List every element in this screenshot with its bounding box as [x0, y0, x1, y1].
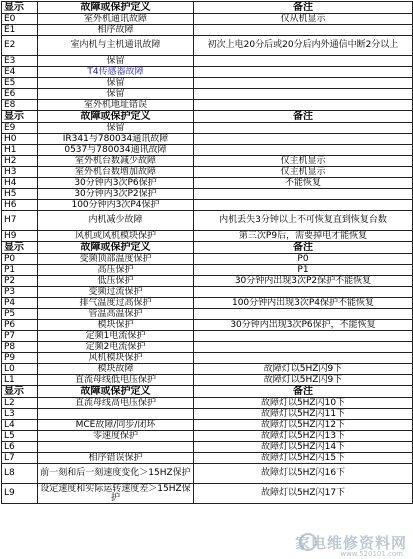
remark-cell: 30分钟内出现3次P6保护，不能恢复: [194, 320, 413, 331]
fault-code-cell: E6: [2, 89, 38, 100]
table-row: [2, 211, 413, 231]
fault-code-cell: P3: [2, 287, 38, 298]
table-row: [2, 231, 413, 242]
header-display: 显示: [2, 2, 38, 14]
fault-definition-cell: 低压保护: [38, 276, 194, 287]
fault-code-cell: L6: [2, 442, 38, 453]
table-row: [2, 189, 413, 200]
fault-definition-cell: 室外机通讯故障: [38, 14, 194, 25]
fault-code-cell: L4: [2, 420, 38, 431]
table-row: [2, 298, 413, 309]
fault-definition-cell: 变频顶部温度保护: [38, 254, 194, 265]
fault-definition-cell: 相序错误保护: [38, 453, 194, 464]
fault-definition-cell: [38, 442, 194, 453]
fault-code-cell: E1: [2, 25, 38, 36]
header-display: 显示: [2, 386, 38, 398]
table-row: [2, 134, 413, 145]
fault-code-table: [1, 1, 413, 504]
fault-code-cell: H5: [2, 189, 38, 200]
remark-cell: 故障灯以5HZ闪10下: [194, 398, 413, 409]
fault-definition-cell: IR341与780034通讯故障: [38, 134, 194, 145]
table-row: [2, 25, 413, 36]
remark-cell: P0: [194, 254, 413, 265]
fault-code-cell: H4: [2, 178, 38, 189]
fault-definition-cell: 相序故障: [38, 25, 194, 36]
fault-definition-cell: 100分钟内3次P4保护: [38, 200, 194, 211]
fault-definition-cell: MCE故障/同步/闭环: [38, 420, 194, 431]
table-row: [2, 331, 413, 342]
remark-cell: [194, 134, 413, 145]
table-row: [2, 276, 413, 287]
remark-cell: 仅从机显示: [194, 14, 413, 25]
remark-cell: 故障灯以5HZ闪9下: [194, 375, 413, 386]
table-header-row: [2, 386, 413, 398]
remark-cell: 故障灯以5HZ闪13下: [194, 431, 413, 442]
table-row: [2, 123, 413, 134]
table-row: [2, 67, 413, 78]
fault-code-cell: P8: [2, 342, 38, 353]
remark-cell: 故障灯以5HZ闪11下: [194, 409, 413, 420]
fault-definition-cell: 室外机台数减少故障: [38, 156, 194, 167]
table-row: [2, 156, 413, 167]
remark-cell: 故障灯以5HZ闪15下: [194, 453, 413, 464]
fault-code-cell: P1: [2, 265, 38, 276]
header-remark: 备注: [194, 242, 413, 254]
fault-code-cell: E0: [2, 14, 38, 25]
fault-definition-cell: 模块保护: [38, 320, 194, 331]
fault-code-cell: P7: [2, 331, 38, 342]
fault-definition-cell: 风机模块保护: [38, 353, 194, 364]
table-row: [2, 420, 413, 431]
table-row: [2, 309, 413, 320]
remark-cell: 第三次P9后，需要掉电才能恢复: [194, 231, 413, 242]
table-row: [2, 14, 413, 25]
table-row: [2, 464, 413, 484]
header-display: 显示: [2, 111, 38, 123]
fault-code-cell: L2: [2, 398, 38, 409]
remark-cell: [194, 353, 413, 364]
fault-code-cell: P5: [2, 309, 38, 320]
table-row: [2, 89, 413, 100]
fault-code-cell: H0: [2, 134, 38, 145]
remark-cell: 故障灯以5HZ闪16下: [194, 464, 413, 484]
header-definition: 故障或保护定义: [38, 242, 194, 254]
fault-code-cell: L3: [2, 409, 38, 420]
table-row: [2, 431, 413, 442]
fault-code-cell: E3: [2, 56, 38, 67]
table-row: [2, 398, 413, 409]
fault-code-cell: H2: [2, 156, 38, 167]
table-row: [2, 36, 413, 56]
fault-definition-cell: 直流母线低电压保护: [38, 375, 194, 386]
remark-cell: 仅主机显示: [194, 156, 413, 167]
remark-cell: [194, 78, 413, 89]
header-definition: 故障或保护定义: [38, 386, 194, 398]
fault-code-cell: P6: [2, 320, 38, 331]
fault-code-cell: P0: [2, 254, 38, 265]
fault-definition-cell: 零速度保护: [38, 431, 194, 442]
fault-definition-cell: 30分钟内3次P6保护: [38, 178, 194, 189]
remark-cell: 100分钟内出现3次P4保护不能恢复: [194, 298, 413, 309]
remark-cell: 故障灯以5HZ闪12下: [194, 420, 413, 431]
fault-code-cell: L9: [2, 484, 38, 504]
remark-cell: [194, 287, 413, 298]
fault-code-cell: H6: [2, 200, 38, 211]
watermark-text: 家电维修资料网: [294, 534, 407, 552]
table-row: [2, 353, 413, 364]
fault-code-cell: L5: [2, 431, 38, 442]
table-row: [2, 287, 413, 298]
table-header-row: [2, 2, 413, 14]
fault-definition-cell: 前一刻和后一刻速度变化＞15HZ保护: [38, 464, 194, 484]
fault-code-cell: H3: [2, 167, 38, 178]
fault-definition-cell: T4传感器故障: [38, 67, 194, 78]
table-row: [2, 145, 413, 156]
table-row: [2, 320, 413, 331]
fault-code-cell: H7: [2, 211, 38, 231]
fault-definition-cell: 高压保护: [38, 265, 194, 276]
table-row: [2, 409, 413, 420]
header-definition: 故障或保护定义: [38, 2, 194, 14]
remark-cell: 仅主机显示: [194, 167, 413, 178]
fault-code-cell: E8: [2, 100, 38, 111]
fault-definition-cell: 保留: [38, 123, 194, 134]
table-row: [2, 100, 413, 111]
remark-cell: 故障灯以5HZ闪17下: [194, 484, 413, 504]
fault-definition-cell: 30分钟内3次P2保护: [38, 189, 194, 200]
table-row: [2, 265, 413, 276]
fault-code-cell: E2: [2, 36, 38, 56]
table-row: [2, 375, 413, 386]
remark-cell: [194, 200, 413, 211]
fault-definition-cell: 保留: [38, 78, 194, 89]
remark-cell: [194, 25, 413, 36]
remark-cell: [194, 342, 413, 353]
remark-cell: [194, 123, 413, 134]
fault-definition-cell: 风机或风机模块保护: [38, 231, 194, 242]
remark-cell: [194, 145, 413, 156]
table-row: [2, 364, 413, 375]
fault-definition-cell: 保留: [38, 56, 194, 67]
remark-cell: 故障灯以5HZ闪9下: [194, 364, 413, 375]
header-definition: 故障或保护定义: [38, 111, 194, 123]
header-remark: 备注: [194, 2, 413, 14]
fault-code-cell: P9: [2, 353, 38, 364]
fault-code-cell: E9: [2, 123, 38, 134]
remark-cell: [194, 100, 413, 111]
remark-cell: [194, 189, 413, 200]
header-display: 显示: [2, 242, 38, 254]
fault-definition-cell: 管温高温保护: [38, 309, 194, 320]
remark-cell: 内机丢失3分钟以上不可恢复直到恢复台数: [194, 211, 413, 231]
fault-code-cell: L1: [2, 375, 38, 386]
fault-definition-cell: 排气温度过高保护: [38, 298, 194, 309]
remark-cell: [194, 89, 413, 100]
fault-definition-cell: 内机减少故障: [38, 211, 194, 231]
remark-cell: 故障灯以5HZ闪14下: [194, 442, 413, 453]
remark-cell: [194, 56, 413, 67]
remark-cell: 初次上电20分后或20分后内外通信中断2分以上: [194, 36, 413, 56]
fault-code-cell: P2: [2, 276, 38, 287]
remark-cell: 30分钟内出现3次P2保护不能恢复: [194, 276, 413, 287]
fault-definition-cell: 室外机台数增加故障: [38, 167, 194, 178]
table-header-row: [2, 242, 413, 254]
fault-definition-cell: 设定速度和实际运转速度差＞15HZ保护: [38, 484, 194, 504]
table-header-row: [2, 111, 413, 123]
fault-code-cell: L8: [2, 464, 38, 484]
table-row: [2, 254, 413, 265]
fault-definition-cell: 模块故障: [38, 364, 194, 375]
fault-code-cell: H1: [2, 145, 38, 156]
fault-definition-cell: 定频1电流保护: [38, 331, 194, 342]
remark-cell: [194, 309, 413, 320]
fault-code-cell: H9: [2, 231, 38, 242]
fault-definition-cell: 直流母线高电压保护: [38, 398, 194, 409]
fault-definition-cell: 0537与780034通讯故障: [38, 145, 194, 156]
fault-code-cell: P4: [2, 298, 38, 309]
fault-code-cell: L0: [2, 364, 38, 375]
table-row: [2, 484, 413, 504]
header-remark: 备注: [194, 111, 413, 123]
table-row: [2, 167, 413, 178]
remark-cell: 不能恢复: [194, 178, 413, 189]
fault-definition-cell: 变频过流保护: [38, 287, 194, 298]
fault-code-cell: E5: [2, 78, 38, 89]
watermark-url: www.520101.com: [340, 550, 403, 558]
fault-definition-cell: 室外机地址错误: [38, 100, 194, 111]
table-row: [2, 453, 413, 464]
fault-definition-cell: 室内机与主机通讯故障: [38, 36, 194, 56]
fault-code-table-body: [2, 2, 413, 504]
remark-cell: [194, 331, 413, 342]
fault-code-cell: L7: [2, 453, 38, 464]
table-row: [2, 200, 413, 211]
remark-cell: [194, 67, 413, 78]
header-remark: 备注: [194, 386, 413, 398]
remark-cell: P1: [194, 265, 413, 276]
fault-code-cell: E4: [2, 67, 38, 78]
table-row: [2, 78, 413, 89]
table-row: [2, 442, 413, 453]
table-row: [2, 342, 413, 353]
table-row: [2, 178, 413, 189]
fault-definition-cell: [38, 409, 194, 420]
table-row: [2, 56, 413, 67]
fault-definition-cell: 保留: [38, 89, 194, 100]
fault-definition-cell: 定频2电流保护: [38, 342, 194, 353]
